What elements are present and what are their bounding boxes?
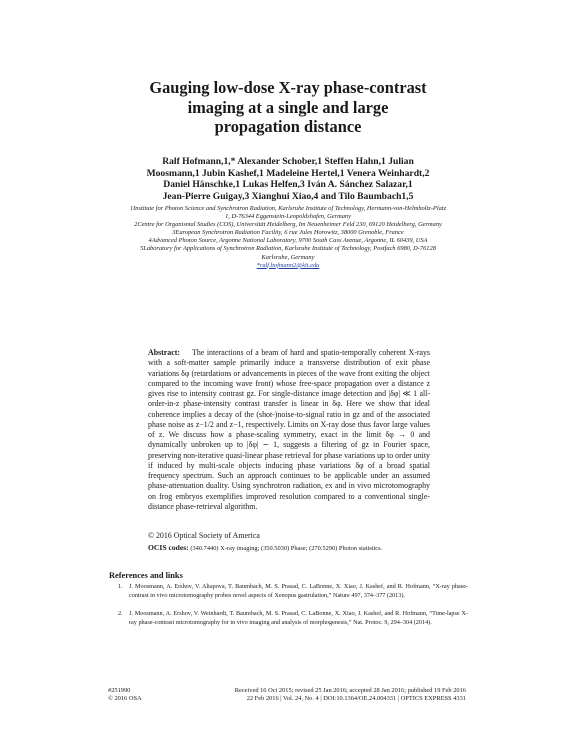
reference-text: J. Moosmann, A. Ershov, V. Weinhardt, T. Baumbach, M. S. Prasad, C. LaBonne, X. Xiao, J. Kashef, and R. Hofmann, “Time-lapse X-ray phase-contrast microtomography for in vivo imaging and analysis of morphogenesis,” Nat. Protoc. 9, 294–304 (2014). (129, 610, 468, 626)
ocis-codes (148, 543, 430, 553)
abstract-text: The interactions of a beam of hard and spatio-temporally coherent X-rays with a soft-matter sample primarily induce a transverse distribution of exit phase variations δφ (retardations or advancements in pieces of the wave front exiting the object compared to the incoming wave front) whose free-space propagation over a distance z gives rise to intensity contrast gz. For single-distance image detection and |δφ| ≪ 1 all-order-in-z phase-intensity contrast transfer is linear in δφ. Here we show that ideal coherence implies a decay of the (shot-)noise-to-signal ratio in gz and of the associated phase noise as z−1/2 and z−1, respectively. Limits on X-ray dose thus favor large values of z. We discuss how a phase-scaling symmetry, exact in the limit δφ → 0 and dynamically unbroken up to |δφ| ∼ 1, suggests a filtering of gz in Fourier space, preserving non-iterative quasi-linear phase retrieval for phase variations up to order unity if induced by multi-scale objects inducing phase variations δφ of a broad spatial frequency spectrum. Such an approach continues to be applicable under an assumed phase-attenuation duality. Using synchrotron radiation, ex and in vivo microtomography on frog embryos exemplifies improved resolution compared to a conventional single-distance phase-retrieval algorithm. (148, 348, 430, 511)
author-line: Ralf Hofmann,1,* Alexander Schober,1 Steffen Hahn,1 Julian (162, 156, 414, 167)
title-line: imaging at a single and large (187, 97, 389, 117)
affiliation-5: 5Laboratory for Applications of Synchrotron Radiation, Karlsruhe Institute of Technology, Postfach 6980, D-76128 Karlsruhe, Germany (140, 245, 436, 261)
corresponding-email-link[interactable]: *ralf.hofmann2@kit.edu (256, 261, 320, 269)
ocis-label: OCIS codes: (148, 543, 189, 552)
ocis-text: (340.7440) X-ray imaging; (350.5030) Phase; (270.5290) Photon statistics. (190, 545, 383, 552)
footer-copyright: © 2016 OSA (108, 695, 142, 703)
author-line: Moosmann,1 Jubin Kashef,1 Madeleine Hertel,1 Venera Weinhardt,2 (146, 167, 430, 179)
abstract-label: Abstract: (148, 348, 180, 357)
author-line: Jean-Pierre Guigay,3 Xianghui Xiao,4 and Tilo Baumbach1,5 (162, 190, 414, 202)
reference-number: 2. (118, 610, 123, 617)
copyright-notice: © 2016 Optical Society of America (148, 531, 260, 540)
author-list (138, 156, 438, 202)
affiliation-2: 2Centre for Organismal Studies (COS), Universität Heidelberg, Im Neuenheimer Feld 230, 69120 Heidelberg, Germany (134, 221, 442, 229)
footer-left (108, 687, 142, 704)
reference-item (118, 583, 468, 600)
references-heading: References and links (109, 571, 183, 580)
affiliation-3: 3European Synchrotron Radiation Facility, 6 rue Jules Horowitz, 38000 Grenoble, France (172, 229, 404, 237)
affiliation-4: 4Advanced Photon Source, Argonne National Laboratory, 9700 South Cass Avenue, Argonne, IL 60439, USA (148, 237, 428, 245)
affiliation-1: 1Institute for Photon Science and Synchrotron Radiation, Karlsruhe Institute of Technology, Hermann-von-Helmholtz-Platz 1, D-76344 Eggenstein-Leopoldshafen, Germany (129, 205, 447, 221)
abstract (148, 348, 430, 512)
footer-right (186, 687, 466, 704)
affiliations (128, 205, 448, 270)
reference-item (118, 610, 468, 627)
reference-number: 1. (118, 583, 123, 590)
title-line: Gauging low-dose X-ray phase-contrast (149, 78, 427, 97)
title-line: propagation distance (214, 117, 362, 137)
paper-title (100, 78, 476, 137)
manuscript-id: #251990 (108, 687, 131, 694)
author-line: Daniel Hänschke,1 Lukas Helfen,3 Iván A. Sánchez Salazar,1 (163, 179, 413, 191)
reference-text: J. Moosmann, A. Ershov, V. Altapova, T. Baumbach, M. S. Prasad, C. LaBonne, X. Xiao, J. Kashef, and R. Hofmann, “X-ray phase-contrast in vivo microtomography probes novel aspects of Xenopus gastrulation,” Nature 497, 374–377 (2013). (129, 583, 468, 599)
publication-history: Received 16 Oct 2015; revised 25 Jan 2016; accepted 28 Jan 2016; published 19 Feb 2016 (234, 687, 466, 694)
journal-citation: 22 Feb 2016 | Vol. 24, No. 4 | DOI:10.1364/OE.24.004331 | OPTICS EXPRESS 4331 (246, 695, 466, 703)
